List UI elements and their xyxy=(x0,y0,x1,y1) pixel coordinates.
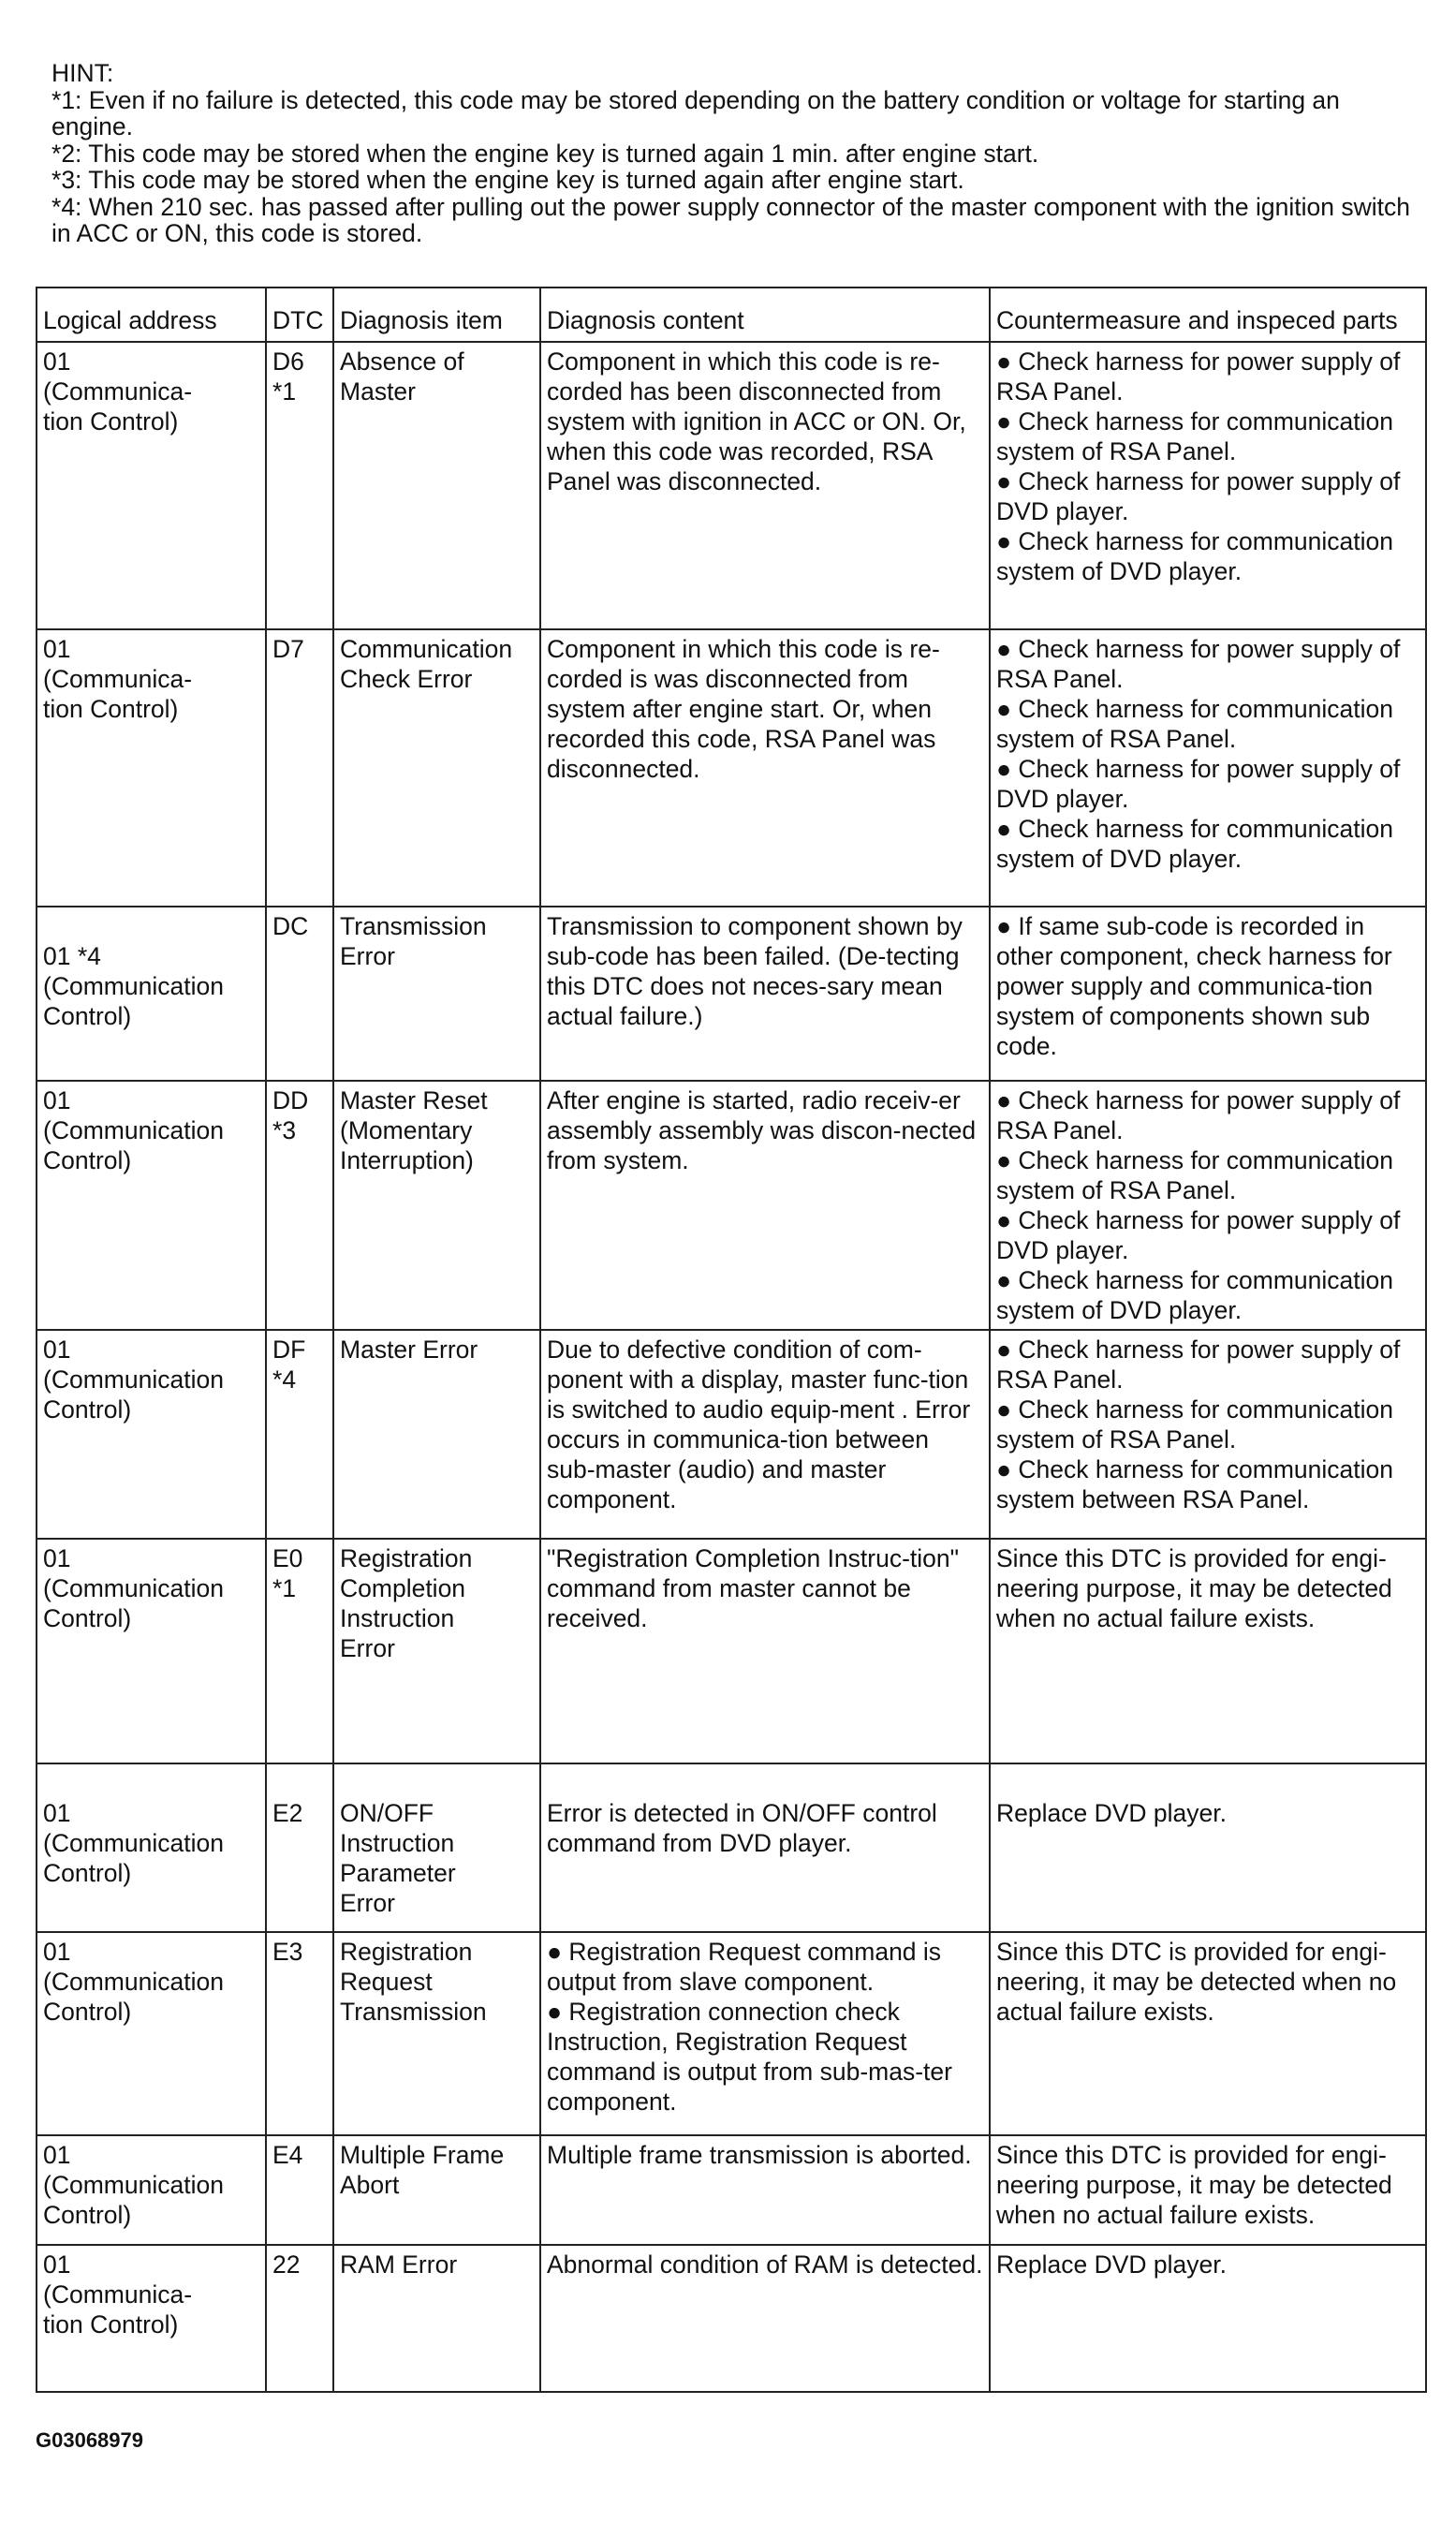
table-row xyxy=(37,1081,1426,1330)
diagnosis-content-cell: Error is detected in ON/OFF control command from DVD player. xyxy=(540,1763,990,1932)
dtc-code-cell: E2 xyxy=(266,1763,333,1932)
countermeasure-item: Since this DTC is provided for engi-neering purpose, it may be detected when no actual failure exists. xyxy=(996,2141,1400,2229)
dtc-code-cell: DD *3 xyxy=(266,1081,333,1330)
table-row xyxy=(37,1932,1426,2135)
diagnosis-content-cell: After engine is started, radio receiv-er assembly assembly was discon-nected from system. xyxy=(540,1081,990,1330)
countermeasure-item: Since this DTC is provided for engi-neering purpose, it may be detected when no actual failure exists. xyxy=(996,1544,1400,1632)
table-body xyxy=(37,342,1426,2392)
diagnosis-item-cell: Registration Completion Instruction Error xyxy=(333,1539,540,1763)
diagnosis-content-cell: Multiple frame transmission is aborted. xyxy=(540,2135,990,2245)
countermeasure-cell xyxy=(990,342,1426,629)
logical-address-cell: 01 (Communication Control) xyxy=(37,1081,266,1330)
logical-address-cell: 01 (Communica- tion Control) xyxy=(37,342,266,629)
countermeasure-item: ● Check harness for communication system of DVD player. xyxy=(996,1266,1401,1324)
logical-address-cell: 01 (Communication Control) xyxy=(37,1763,266,1932)
diagnosis-item-cell: Absence of Master xyxy=(333,342,540,629)
countermeasure-cell xyxy=(990,2135,1426,2245)
diagnosis-content-cell: Abnormal condition of RAM is detected. xyxy=(540,2245,990,2392)
header-diagnosis-item: Diagnosis item xyxy=(333,288,540,342)
countermeasure-item: Since this DTC is provided for engi-neering, it may be detected when no actual failure exists. xyxy=(996,1938,1404,2026)
table-row xyxy=(37,907,1426,1081)
dtc-code-cell: D6 *1 xyxy=(266,342,333,629)
countermeasure-item: ● If same sub-code is recorded in other component, check harness for power supply and communica-tion system of components shown sub code. xyxy=(996,912,1400,1060)
hint-note: *1: Even if no failure is detected, this code may be stored depending on the battery condition or voltage for starting an engine. xyxy=(51,85,1340,140)
hint-note: *3: This code may be stored when the engine key is turned again after engine start. xyxy=(51,166,964,194)
countermeasure-item: ● Check harness for power supply of DVD player. xyxy=(996,755,1407,813)
diagnosis-content-cell: Component in which this code is re-corded is was disconnected from system after engine start. Or, when recorded this code, RSA Panel was disconnected. xyxy=(540,629,990,907)
header-logical-address: Logical address xyxy=(37,288,266,342)
countermeasure-cell xyxy=(990,1081,1426,1330)
countermeasure-item: Replace DVD player. xyxy=(996,1799,1227,1827)
table-row xyxy=(37,2135,1426,2245)
countermeasure-item: ● Check harness for communication system of RSA Panel. xyxy=(996,407,1401,465)
countermeasure-item: ● Check harness for power supply of DVD player. xyxy=(996,467,1407,525)
countermeasure-item: ● Check harness for communication system of RSA Panel. xyxy=(996,695,1401,753)
diagnosis-content-cell: "Registration Completion Instruc-tion" command from master cannot be received. xyxy=(540,1539,990,1763)
diagnosis-content-cell: ● Registration Request command is output from slave component. ● Registration connection check Instruction, Registration Request command is output from sub-mas-ter component. xyxy=(540,1932,990,2135)
diagnosis-item-cell: RAM Error xyxy=(333,2245,540,2392)
dtc-code-cell: D7 xyxy=(266,629,333,907)
diagnosis-content-cell: Transmission to component shown by sub-code has been failed. (De-tecting this DTC does not neces-sary mean actual failure.) xyxy=(540,907,990,1081)
dtc-code-cell: E3 xyxy=(266,1932,333,2135)
table-row xyxy=(37,1763,1426,1932)
countermeasure-cell xyxy=(990,1539,1426,1763)
dtc-code-cell: E4 xyxy=(266,2135,333,2245)
countermeasure-cell xyxy=(990,1932,1426,2135)
countermeasure-cell xyxy=(990,1330,1426,1539)
header-dtc: DTC xyxy=(266,288,333,342)
hint-label: HINT: xyxy=(51,59,114,87)
countermeasure-item: ● Check harness for communication system of RSA Panel. xyxy=(996,1395,1401,1453)
diagnosis-item-cell: Master Error xyxy=(333,1330,540,1539)
dtc-code-cell: DF *4 xyxy=(266,1330,333,1539)
logical-address-cell: 01 (Communica- tion Control) xyxy=(37,2245,266,2392)
table-row xyxy=(37,1330,1426,1539)
countermeasure-item: ● Check harness for communication system of DVD player. xyxy=(996,527,1401,585)
countermeasure-cell xyxy=(990,2245,1426,2392)
diagnosis-content-cell: Component in which this code is re-corded has been disconnected from system with ignition in ACC or ON. Or, when this code was recorded, RSA Panel was disconnected. xyxy=(540,342,990,629)
diagnosis-item-cell: Multiple Frame Abort xyxy=(333,2135,540,2245)
countermeasure-cell xyxy=(990,1763,1426,1932)
hint-note: *4: When 210 sec. has passed after pulling out the power supply connector of the master component with the ignition switch in ACC or ON, this code is stored. xyxy=(51,192,1410,247)
header-diagnosis-content: Diagnosis content xyxy=(540,288,990,342)
table-header-row xyxy=(37,288,1426,342)
hint-note: *2: This code may be stored when the engine key is turned again 1 min. after engine start. xyxy=(51,139,1039,168)
logical-address-cell: 01 *4 (Communication Control) xyxy=(37,907,266,1081)
countermeasure-item: ● Check harness for power supply of RSA Panel. xyxy=(996,347,1407,406)
logical-address-cell: 01 (Communication Control) xyxy=(37,1539,266,1763)
dtc-table xyxy=(36,287,1427,2393)
figure-id: G03068979 xyxy=(36,2428,143,2452)
diagnosis-item-cell: Transmission Error xyxy=(333,907,540,1081)
table-row xyxy=(37,2245,1426,2392)
countermeasure-cell xyxy=(990,629,1426,907)
countermeasure-item: ● Check harness for power supply of DVD player. xyxy=(996,1206,1407,1264)
table-row xyxy=(37,1539,1426,1763)
hint-section xyxy=(51,60,1419,247)
logical-address-cell: 01 (Communication Control) xyxy=(37,1330,266,1539)
logical-address-cell: 01 (Communica- tion Control) xyxy=(37,629,266,907)
diagnosis-item-cell: Registration Request Transmission xyxy=(333,1932,540,2135)
logical-address-cell: 01 (Communication Control) xyxy=(37,1932,266,2135)
diagnosis-item-cell: ON/OFF Instruction Parameter Error xyxy=(333,1763,540,1932)
dtc-code-cell: 22 xyxy=(266,2245,333,2392)
countermeasure-item: ● Check harness for power supply of RSA Panel. xyxy=(996,1086,1407,1144)
header-countermeasure: Countermeasure and inspeced parts xyxy=(990,288,1426,342)
diagnosis-content-cell: Due to defective condition of com-ponent with a display, master func-tion is switched to audio equip-ment . Error occurs in communica-tion between sub-master (audio) and master component. xyxy=(540,1330,990,1539)
countermeasure-cell xyxy=(990,907,1426,1081)
countermeasure-item: ● Check harness for communication system between RSA Panel. xyxy=(996,1455,1401,1513)
diagnosis-item-cell: Master Reset (Momentary Interruption) xyxy=(333,1081,540,1330)
countermeasure-item: ● Check harness for communication system of RSA Panel. xyxy=(996,1146,1401,1204)
countermeasure-item: ● Check harness for power supply of RSA Panel. xyxy=(996,635,1407,693)
logical-address-cell: 01 (Communication Control) xyxy=(37,2135,266,2245)
dtc-code-cell: DC xyxy=(266,907,333,1081)
table-row xyxy=(37,342,1426,629)
countermeasure-item: ● Check harness for power supply of RSA Panel. xyxy=(996,1335,1407,1394)
diagnosis-item-cell: Communication Check Error xyxy=(333,629,540,907)
table-row xyxy=(37,629,1426,907)
countermeasure-item: Replace DVD player. xyxy=(996,2250,1227,2279)
dtc-code-cell: E0 *1 xyxy=(266,1539,333,1763)
countermeasure-item: ● Check harness for communication system of DVD player. xyxy=(996,815,1401,873)
